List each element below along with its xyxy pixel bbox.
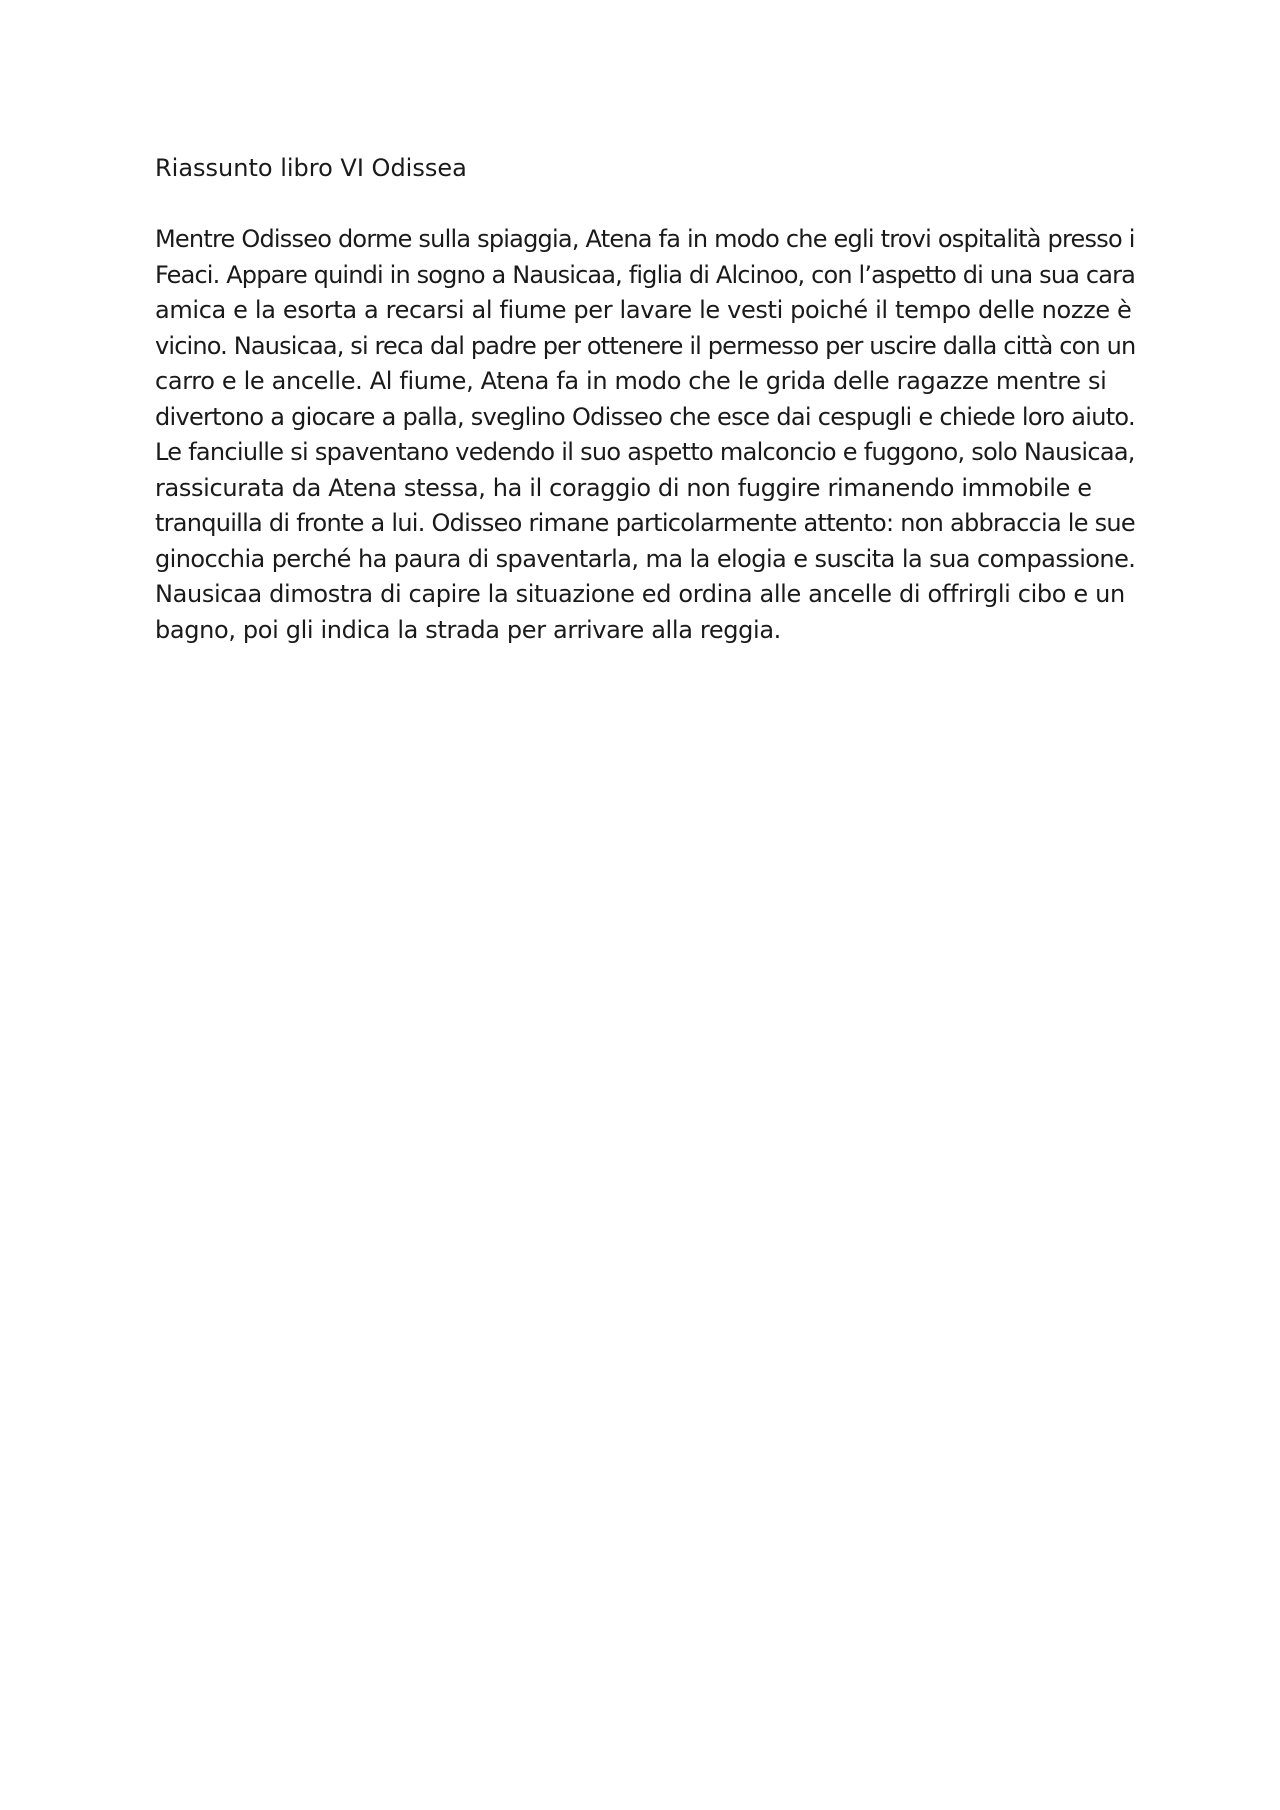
body-line-4: vicino. Nausicaa, si reca dal padre per ottenere il permesso per uscire dalla città con un: [155, 331, 1136, 360]
body-line-3: amica e la esorta a recarsi al fiume per lavare le vesti poiché il tempo delle nozze è: [155, 296, 1132, 324]
body-line-5: carro e le ancelle. Al fiume, Atena fa in modo che le grida delle ragazze mentre si: [155, 367, 1107, 395]
body-line-1: Mentre Odisseo dorme sulla spiaggia, Atena fa in modo che egli trovi ospitalità presso i: [155, 225, 1135, 253]
body-line-7: Le fanciulle si spaventano vedendo il suo aspetto malconcio e fuggono, solo Nausicaa,: [155, 438, 1135, 466]
document-content: [155, 150, 1135, 648]
document-body: [155, 222, 1135, 648]
document-title: Riassunto libro VI Odissea: [155, 154, 467, 182]
body-line-11: Nausicaa dimostra di capire la situazione ed ordina alle ancelle di offrirgli cibo e un: [155, 580, 1125, 608]
body-line-9: tranquilla di fronte a lui. Odisseo rimane particolarmente attento: non abbraccia le sue: [155, 509, 1135, 537]
body-line-10: ginocchia perché ha paura di spaventarla, ma la elogia e suscita la sua compassione.: [155, 544, 1136, 573]
body-line-8: rassicurata da Atena stessa, ha il coraggio di non fuggire rimanendo immobile e: [155, 473, 1092, 502]
body-line-12: bagno, poi gli indica la strada per arrivare alla reggia.: [155, 615, 781, 644]
body-line-2: Feaci. Appare quindi in sogno a Nausicaa, figlia di Alcinoo, con l’aspetto di una sua cara: [155, 260, 1135, 289]
body-line-6: divertono a giocare a palla, sveglino Odisseo che esce dai cespugli e chiede loro aiuto.: [155, 402, 1135, 431]
